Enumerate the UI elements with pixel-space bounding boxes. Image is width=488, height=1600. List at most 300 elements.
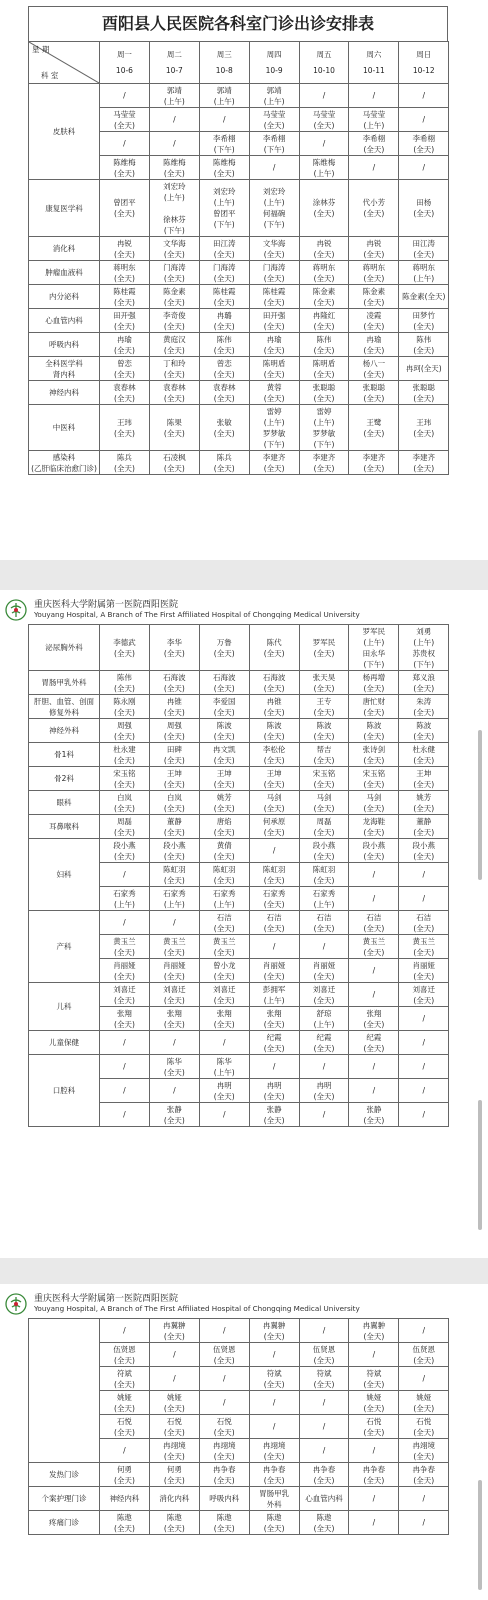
day-name: 周一 bbox=[116, 50, 132, 59]
schedule-cell: 田开强 (全天) bbox=[100, 309, 150, 333]
table-row bbox=[29, 815, 449, 839]
schedule-table bbox=[28, 1318, 449, 1535]
schedule-cell: 王专 (全天) bbox=[299, 695, 349, 719]
schedule-cell: 冉文凯 (全天) bbox=[199, 743, 249, 767]
schedule-cell: / bbox=[299, 1391, 349, 1415]
schedule-cell: 冉锐 (全天) bbox=[299, 237, 349, 261]
day-name: 周三 bbox=[216, 50, 232, 59]
table-row bbox=[29, 405, 449, 451]
schedule-cell: 刘喜迁 (全天) bbox=[149, 983, 199, 1007]
schedule-cell: / bbox=[199, 1367, 249, 1391]
table-row bbox=[29, 743, 449, 767]
schedule-cell: 冉锥 (全天) bbox=[149, 695, 199, 719]
schedule-cell: / bbox=[149, 108, 199, 132]
corner-cell bbox=[29, 42, 100, 84]
day-header bbox=[100, 42, 150, 84]
schedule-cell: 冉明 (全天) bbox=[199, 1079, 249, 1103]
page-title: 酉阳县人民医院各科室门诊出诊安排表 bbox=[28, 6, 448, 41]
schedule-cell: 刘喜迁 (全天) bbox=[299, 983, 349, 1007]
schedule-cell: 消化内科 bbox=[149, 1487, 199, 1511]
schedule-cell: 彭拥军 (上午) bbox=[249, 983, 299, 1007]
schedule-cell: / bbox=[199, 1319, 249, 1343]
table-row bbox=[29, 839, 449, 863]
schedule-cell: / bbox=[149, 1367, 199, 1391]
schedule-cell: 李希栩 (全天) bbox=[399, 132, 449, 156]
schedule-cell: 黄玉兰 (全天) bbox=[100, 935, 150, 959]
schedule-cell: 冉翊境 (全天) bbox=[399, 1439, 449, 1463]
schedule-cell: 伍贤恩 (全天) bbox=[299, 1343, 349, 1367]
schedule-cell: 张翔 (全天) bbox=[149, 1007, 199, 1031]
schedule-cell: 冉翊境 (全天) bbox=[149, 1439, 199, 1463]
schedule-cell: / bbox=[249, 839, 299, 863]
schedule-cell: 刘喜迁 (全天) bbox=[399, 983, 449, 1007]
schedule-cell: / bbox=[349, 959, 399, 983]
schedule-cell: 曾小龙 (全天) bbox=[199, 959, 249, 983]
schedule-cell: / bbox=[299, 84, 349, 108]
hospital-name-en: Youyang Hospital, A Branch of The First Affiliated Hospital of Chongqing Medical University bbox=[34, 1304, 360, 1313]
schedule-cell: 石家秀 (全天) bbox=[249, 887, 299, 911]
department-cell: 神经内科 bbox=[29, 381, 100, 405]
department-cell: 康复医学科 bbox=[29, 180, 100, 237]
day-header bbox=[249, 42, 299, 84]
schedule-cell: / bbox=[149, 911, 199, 935]
schedule-cell: 陈金素 (全天) bbox=[349, 285, 399, 309]
schedule-cell: 冉锥 (全天) bbox=[249, 695, 299, 719]
schedule-cell: 陈伟 (全天) bbox=[299, 333, 349, 357]
schedule-cell: 石海波 (全天) bbox=[199, 671, 249, 695]
schedule-cell: 周磊 (全天) bbox=[299, 815, 349, 839]
schedule-cell: 石海波 (全天) bbox=[149, 671, 199, 695]
schedule-cell: / bbox=[399, 1007, 449, 1031]
schedule-cell: 李奇俊 (全天) bbox=[149, 309, 199, 333]
hospital-name-cn: 重庆医科大学附属第一医院酉阳医院 bbox=[34, 1294, 179, 1304]
schedule-cell: 石洁 (全天) bbox=[399, 911, 449, 935]
department-cell: 感染科 (乙肝临床治愈门诊) bbox=[29, 451, 100, 475]
schedule-cell: 姚芳 (全天) bbox=[199, 791, 249, 815]
schedule-cell: / bbox=[349, 983, 399, 1007]
schedule-cell: / bbox=[199, 1391, 249, 1415]
schedule-cell: 陈波 (全天) bbox=[349, 719, 399, 743]
schedule-cell: 陈伟 (全天) bbox=[100, 671, 150, 695]
schedule-cell: / bbox=[299, 132, 349, 156]
schedule-cell: / bbox=[100, 863, 150, 887]
schedule-cell: 姚芳 (全天) bbox=[399, 791, 449, 815]
schedule-cell: 符斌 (全天) bbox=[299, 1367, 349, 1391]
hospital-name-cn: 重庆医科大学附属第一医院酉阳医院 bbox=[34, 600, 179, 610]
schedule-cell: 冉争春 (全天) bbox=[299, 1463, 349, 1487]
schedule-cell: 田开强 (全天) bbox=[249, 309, 299, 333]
schedule-cell: / bbox=[399, 108, 449, 132]
table-row bbox=[29, 695, 449, 719]
table-row bbox=[29, 911, 449, 935]
schedule-cell: 陈虹羽 (全天) bbox=[299, 863, 349, 887]
schedule-cell: 王鹭 (全天) bbox=[349, 405, 399, 451]
schedule-cell: 马莹莹 (全天) bbox=[249, 108, 299, 132]
schedule-cell: 黄玉兰 (全天) bbox=[349, 935, 399, 959]
schedule-cell: / bbox=[399, 1319, 449, 1343]
schedule-cell: 舒琼 (上午) bbox=[299, 1007, 349, 1031]
schedule-cell: 田碑 (全天) bbox=[149, 743, 199, 767]
schedule-cell: / bbox=[349, 887, 399, 911]
schedule-cell: 李希栩 (全天) bbox=[349, 132, 399, 156]
schedule-cell: 刘勇 (上午) 苏贵权 (下午) bbox=[399, 625, 449, 671]
table-row bbox=[29, 309, 449, 333]
schedule-cell: 陈波 (全天) bbox=[399, 719, 449, 743]
schedule-cell: 黄玉兰 (全天) bbox=[199, 935, 249, 959]
day-date: 10-10 bbox=[313, 66, 335, 75]
schedule-cell: 陈虹羽 (全天) bbox=[249, 863, 299, 887]
day-date: 10-9 bbox=[265, 66, 283, 75]
schedule-cell: / bbox=[399, 1511, 449, 1535]
schedule-cell: 伍贤恩 (全天) bbox=[399, 1343, 449, 1367]
department-cell: 胃肠甲乳外科 bbox=[29, 671, 100, 695]
table-row bbox=[29, 791, 449, 815]
schedule-cell: 袁春林 (全天) bbox=[149, 381, 199, 405]
day-name: 周六 bbox=[366, 50, 382, 59]
schedule-cell: 黄蓉 (全天) bbox=[249, 381, 299, 405]
schedule-cell: 神经内科 bbox=[100, 1487, 150, 1511]
schedule-cell: / bbox=[199, 1103, 249, 1127]
schedule-cell: 陈遨 (全天) bbox=[199, 1511, 249, 1535]
scrollbar[interactable] bbox=[478, 730, 482, 880]
schedule-cell: 冉隆红 (全天) bbox=[299, 309, 349, 333]
schedule-cell: 陈代 (全天) bbox=[249, 625, 299, 671]
department-cell: 耳鼻喉科 bbox=[29, 815, 100, 839]
table-row bbox=[29, 381, 449, 405]
schedule-cell: 黄倩 (全天) bbox=[199, 839, 249, 863]
table-row bbox=[29, 1319, 449, 1343]
schedule-cell: 周磊 (全天) bbox=[100, 815, 150, 839]
department-cell: 妇科 bbox=[29, 839, 100, 911]
schedule-cell: 石家秀 (上午) bbox=[199, 887, 249, 911]
schedule-cell: 雷婷 (上午) 罗梦敏 (下午) bbox=[249, 405, 299, 451]
schedule-cell: 陈金素 (全天) bbox=[299, 285, 349, 309]
schedule-cell: 张静 (全天) bbox=[349, 1103, 399, 1127]
day-name: 周日 bbox=[416, 50, 432, 59]
department-cell: 中医科 bbox=[29, 405, 100, 451]
hospital-logo-icon bbox=[4, 1292, 28, 1316]
schedule-cell: 蒋明东 (上午) bbox=[399, 261, 449, 285]
schedule-cell: / bbox=[349, 1439, 399, 1463]
schedule-cell: 陈华 (全天) bbox=[149, 1055, 199, 1079]
schedule-cell: 李华 (全天) bbox=[149, 625, 199, 671]
schedule-cell: 王坤 (全天) bbox=[149, 767, 199, 791]
schedule-cell: 陈维梅 (全天) bbox=[149, 156, 199, 180]
schedule-table bbox=[28, 41, 449, 475]
table-row bbox=[29, 180, 449, 237]
schedule-cell: 姚娅 (全天) bbox=[149, 1391, 199, 1415]
schedule-cell: 文华海 (全天) bbox=[249, 237, 299, 261]
page-header bbox=[4, 1290, 474, 1318]
schedule-cell: 陈维梅 (全天) bbox=[100, 156, 150, 180]
schedule-cell: / bbox=[399, 1367, 449, 1391]
schedule-cell: 李建齐 (全天) bbox=[349, 451, 399, 475]
schedule-cell: 郑义浪 (全天) bbox=[399, 671, 449, 695]
department-cell: 发热门诊 bbox=[29, 1463, 100, 1487]
table-row bbox=[29, 983, 449, 1007]
schedule-cell: 冉瑜 (全天) bbox=[249, 333, 299, 357]
schedule-cell: / bbox=[299, 1055, 349, 1079]
schedule-cell: 马莹莹 (全天) bbox=[299, 108, 349, 132]
schedule-cell: / bbox=[100, 1319, 150, 1343]
schedule-cell: 冉明 (全天) bbox=[299, 1079, 349, 1103]
schedule-cell: 伍贤恩 (全天) bbox=[100, 1343, 150, 1367]
schedule-cell: 肖丽娅 (全天) bbox=[399, 959, 449, 983]
schedule-cell: / bbox=[399, 1055, 449, 1079]
table-row bbox=[29, 1511, 449, 1535]
schedule-cell: 刘喜迁 (全天) bbox=[199, 983, 249, 1007]
schedule-cell: / bbox=[149, 1079, 199, 1103]
schedule-cell: 何勇 (全天) bbox=[100, 1463, 150, 1487]
scrollbar[interactable] bbox=[478, 1480, 482, 1590]
schedule-cell: 王玮 (全天) bbox=[399, 405, 449, 451]
day-date: 10-11 bbox=[363, 66, 385, 75]
schedule-cell: 杨八一 (全天) bbox=[349, 357, 399, 381]
schedule-cell: / bbox=[249, 1415, 299, 1439]
schedule-cell: / bbox=[349, 863, 399, 887]
schedule-cell: 曾团平 (全天) bbox=[100, 180, 150, 237]
schedule-cell: 陈维梅 (全天) bbox=[199, 156, 249, 180]
table-row bbox=[29, 671, 449, 695]
schedule-cell: 刘宏玲 (上午) 曾团平 (下午) bbox=[199, 180, 249, 237]
schedule-cell: 郭靖 (上午) bbox=[249, 84, 299, 108]
day-header bbox=[399, 42, 449, 84]
schedule-cell: 陈维梅 (上午) bbox=[299, 156, 349, 180]
schedule-cell: 曾恋 (全天) bbox=[100, 357, 150, 381]
schedule-cell: / bbox=[100, 911, 150, 935]
department-cell: 心血管内科 bbox=[29, 309, 100, 333]
schedule-cell: 冉争春 (全天) bbox=[399, 1463, 449, 1487]
schedule-cell: / bbox=[249, 1055, 299, 1079]
schedule-cell: / bbox=[199, 108, 249, 132]
day-header bbox=[149, 42, 199, 84]
schedule-cell: / bbox=[149, 132, 199, 156]
schedule-cell: 马剑 (全天) bbox=[299, 791, 349, 815]
schedule-page-3 bbox=[0, 1284, 488, 1600]
schedule-cell: 万鲁 (全天) bbox=[199, 625, 249, 671]
schedule-cell: 刘宏玲 (上午) 徐林芬 (下午) bbox=[149, 180, 199, 237]
day-header bbox=[299, 42, 349, 84]
schedule-cell: / bbox=[299, 1103, 349, 1127]
schedule-cell: 陈果 (全天) bbox=[149, 405, 199, 451]
schedule-cell: 文华海 (全天) bbox=[149, 237, 199, 261]
schedule-cell: 冉锐 (全天) bbox=[349, 237, 399, 261]
schedule-cell: / bbox=[399, 1487, 449, 1511]
schedule-cell: / bbox=[149, 1031, 199, 1055]
day-name: 周四 bbox=[266, 50, 282, 59]
schedule-cell: 唐焰 (全天) bbox=[199, 815, 249, 839]
schedule-cell: / bbox=[349, 1343, 399, 1367]
department-cell: 骨1科 bbox=[29, 743, 100, 767]
header-row bbox=[29, 42, 449, 84]
department-cell: 泌尿胸外科 bbox=[29, 625, 100, 671]
schedule-cell: 段小燕 (全天) bbox=[100, 839, 150, 863]
schedule-cell: / bbox=[100, 1031, 150, 1055]
schedule-cell: 陈波 (全天) bbox=[299, 719, 349, 743]
schedule-cell: 陈遨 (全天) bbox=[249, 1511, 299, 1535]
schedule-cell: 张聪聪 (全天) bbox=[399, 381, 449, 405]
schedule-cell: 陈明盾 (全天) bbox=[249, 357, 299, 381]
schedule-cell: / bbox=[399, 1079, 449, 1103]
schedule-cell: 王坤 (全天) bbox=[249, 767, 299, 791]
schedule-cell: 石洁 (全天) bbox=[349, 911, 399, 935]
schedule-cell: / bbox=[249, 935, 299, 959]
schedule-cell: 陈桂霞 (全天) bbox=[100, 285, 150, 309]
schedule-cell: 宋玉铭 (全天) bbox=[299, 767, 349, 791]
day-date: 10-12 bbox=[412, 66, 435, 75]
day-name: 周二 bbox=[166, 50, 182, 59]
schedule-cell: 郭靖 (上午) bbox=[199, 84, 249, 108]
schedule-cell: 白岚 (全天) bbox=[149, 791, 199, 815]
schedule-cell: 张静 (全天) bbox=[249, 1103, 299, 1127]
schedule-cell: 何勇 (全天) bbox=[149, 1463, 199, 1487]
schedule-cell: 丁和玲 (全天) bbox=[149, 357, 199, 381]
schedule-cell: 陈华 (上午) bbox=[199, 1055, 249, 1079]
schedule-cell: 张静 (全天) bbox=[149, 1103, 199, 1127]
schedule-cell: 冉瑜 (全天) bbox=[100, 333, 150, 357]
schedule-cell: 杜永建 (全天) bbox=[100, 743, 150, 767]
schedule-cell: / bbox=[100, 84, 150, 108]
schedule-cell: 张敏 (全天) bbox=[199, 405, 249, 451]
schedule-cell: 唐忙财 (全天) bbox=[349, 695, 399, 719]
schedule-cell: 宋玉铭 (全天) bbox=[100, 767, 150, 791]
day-date: 10-7 bbox=[165, 66, 183, 75]
schedule-cell: 李建齐 (全天) bbox=[249, 451, 299, 475]
schedule-cell: 门海涛 (全天) bbox=[149, 261, 199, 285]
schedule-cell: 冉瑜 (全天) bbox=[349, 333, 399, 357]
table-row bbox=[29, 237, 449, 261]
schedule-cell: 帮吉 (全天) bbox=[299, 743, 349, 767]
schedule-cell: 肖丽娅 (全天) bbox=[249, 959, 299, 983]
schedule-cell: / bbox=[349, 156, 399, 180]
schedule-cell: 冉翊境 (全天) bbox=[249, 1439, 299, 1463]
schedule-cell: / bbox=[399, 1103, 449, 1127]
schedule-cell: 张翔 (全天) bbox=[349, 1007, 399, 1031]
department-cell: 内分泌科 bbox=[29, 285, 100, 309]
schedule-cell: 段小燕 (全天) bbox=[349, 839, 399, 863]
department-cell: 疼痛门诊 bbox=[29, 1511, 100, 1535]
schedule-cell: 石洁 (全天) bbox=[249, 911, 299, 935]
schedule-cell: 黄玉兰 (全天) bbox=[149, 935, 199, 959]
schedule-cell: 陈遨 (全天) bbox=[100, 1511, 150, 1535]
schedule-cell: / bbox=[349, 84, 399, 108]
schedule-cell: / bbox=[399, 1031, 449, 1055]
schedule-cell: 陈遨 (全天) bbox=[149, 1511, 199, 1535]
schedule-cell: 冉争春 (全天) bbox=[349, 1463, 399, 1487]
department-cell: 皮肤科 bbox=[29, 84, 100, 180]
schedule-cell: 石海波 (全天) bbox=[249, 671, 299, 695]
schedule-cell: 白岚 (全天) bbox=[100, 791, 150, 815]
corner-week-label: 星 期 bbox=[32, 45, 50, 54]
department-cell: 全科医学科 肾内科 bbox=[29, 357, 100, 381]
schedule-cell: 张翔 (全天) bbox=[249, 1007, 299, 1031]
schedule-cell: / bbox=[100, 1079, 150, 1103]
schedule-cell: 田江涛 (全天) bbox=[199, 237, 249, 261]
schedule-cell: 马剑 (全天) bbox=[249, 791, 299, 815]
schedule-cell: / bbox=[249, 1343, 299, 1367]
schedule-cell: 马莹莹 (全天) bbox=[100, 108, 150, 132]
schedule-cell: 代小芳 (全天) bbox=[349, 180, 399, 237]
schedule-cell: 黄玉兰 (全天) bbox=[399, 935, 449, 959]
schedule-cell: 陈伟 (全天) bbox=[199, 333, 249, 357]
schedule-cell: / bbox=[100, 1055, 150, 1079]
schedule-cell: / bbox=[399, 863, 449, 887]
department-cell: 消化科 bbox=[29, 237, 100, 261]
table-row bbox=[29, 767, 449, 791]
schedule-cell: 张翔 (全天) bbox=[100, 1007, 150, 1031]
day-name: 周五 bbox=[316, 50, 332, 59]
schedule-cell: 石悦 (全天) bbox=[149, 1415, 199, 1439]
schedule-cell: 姚娅 (全天) bbox=[399, 1391, 449, 1415]
schedule-cell: 李松伦 (全天) bbox=[249, 743, 299, 767]
scrollbar[interactable] bbox=[478, 1100, 482, 1230]
schedule-cell: 门海涛 (全天) bbox=[249, 261, 299, 285]
schedule-cell: / bbox=[199, 1031, 249, 1055]
schedule-cell: 雷婷 (上午) 罗梦敏 (下午) bbox=[299, 405, 349, 451]
schedule-cell: / bbox=[349, 1511, 399, 1535]
schedule-cell: / bbox=[399, 156, 449, 180]
department-cell bbox=[29, 1319, 100, 1463]
hospital-logo-icon bbox=[4, 598, 28, 622]
schedule-cell: 陈虹羽 (全天) bbox=[199, 863, 249, 887]
schedule-cell: 李德武 (全天) bbox=[100, 625, 150, 671]
schedule-cell: 张翔 (全天) bbox=[199, 1007, 249, 1031]
schedule-cell: 肖丽娅 (全天) bbox=[149, 959, 199, 983]
schedule-cell: 冉翼翀 (全天) bbox=[149, 1319, 199, 1343]
schedule-cell: 周强 (全天) bbox=[100, 719, 150, 743]
schedule-cell: 呼吸内科 bbox=[199, 1487, 249, 1511]
schedule-cell: 纪霞 (全天) bbox=[299, 1031, 349, 1055]
schedule-cell: 王坤 (全天) bbox=[199, 767, 249, 791]
schedule-cell: / bbox=[249, 1391, 299, 1415]
schedule-cell: 石洁 (全天) bbox=[299, 911, 349, 935]
schedule-cell: / bbox=[100, 132, 150, 156]
schedule-cell: 姚娅 (全天) bbox=[100, 1391, 150, 1415]
schedule-cell: 曾恋 (全天) bbox=[199, 357, 249, 381]
schedule-cell: 田江涛 (全天) bbox=[399, 237, 449, 261]
corner-dept-label: 科 室 bbox=[41, 71, 59, 80]
schedule-cell: 段小燕 (全天) bbox=[399, 839, 449, 863]
schedule-cell: 符斌 (全天) bbox=[100, 1367, 150, 1391]
day-header bbox=[349, 42, 399, 84]
department-cell: 儿科 bbox=[29, 983, 100, 1031]
schedule-cell: / bbox=[299, 1319, 349, 1343]
schedule-cell: / bbox=[349, 1487, 399, 1511]
schedule-cell: / bbox=[100, 1439, 150, 1463]
schedule-cell: 冉争春 (全天) bbox=[199, 1463, 249, 1487]
department-cell: 产科 bbox=[29, 911, 100, 983]
schedule-cell: 心血管内科 bbox=[299, 1487, 349, 1511]
schedule-cell: 袁春林 (全天) bbox=[100, 381, 150, 405]
schedule-cell: 李希栩 (下午) bbox=[249, 132, 299, 156]
schedule-cell: 李爱国 (全天) bbox=[199, 695, 249, 719]
schedule-cell: / bbox=[100, 1103, 150, 1127]
schedule-cell: 黄庭汉 (全天) bbox=[149, 333, 199, 357]
schedule-cell: 陈桂霞 (全天) bbox=[249, 285, 299, 309]
schedule-cell: 段小燕 (全天) bbox=[299, 839, 349, 863]
schedule-cell: 姚娅 (全天) bbox=[349, 1391, 399, 1415]
schedule-cell: 蒋明东 (全天) bbox=[349, 261, 399, 285]
day-date: 10-8 bbox=[215, 66, 233, 75]
table-row bbox=[29, 357, 449, 381]
schedule-cell: 伍贤恩 (全天) bbox=[199, 1343, 249, 1367]
schedule-cell: 陈永刚 (全天) bbox=[100, 695, 150, 719]
schedule-cell: 石悦 (全天) bbox=[349, 1415, 399, 1439]
table-row bbox=[29, 719, 449, 743]
schedule-cell: 陈波 (全天) bbox=[249, 719, 299, 743]
schedule-cell: 涂林芬 (全天) bbox=[299, 180, 349, 237]
schedule-cell: 冉翼翀 (全天) bbox=[249, 1319, 299, 1343]
